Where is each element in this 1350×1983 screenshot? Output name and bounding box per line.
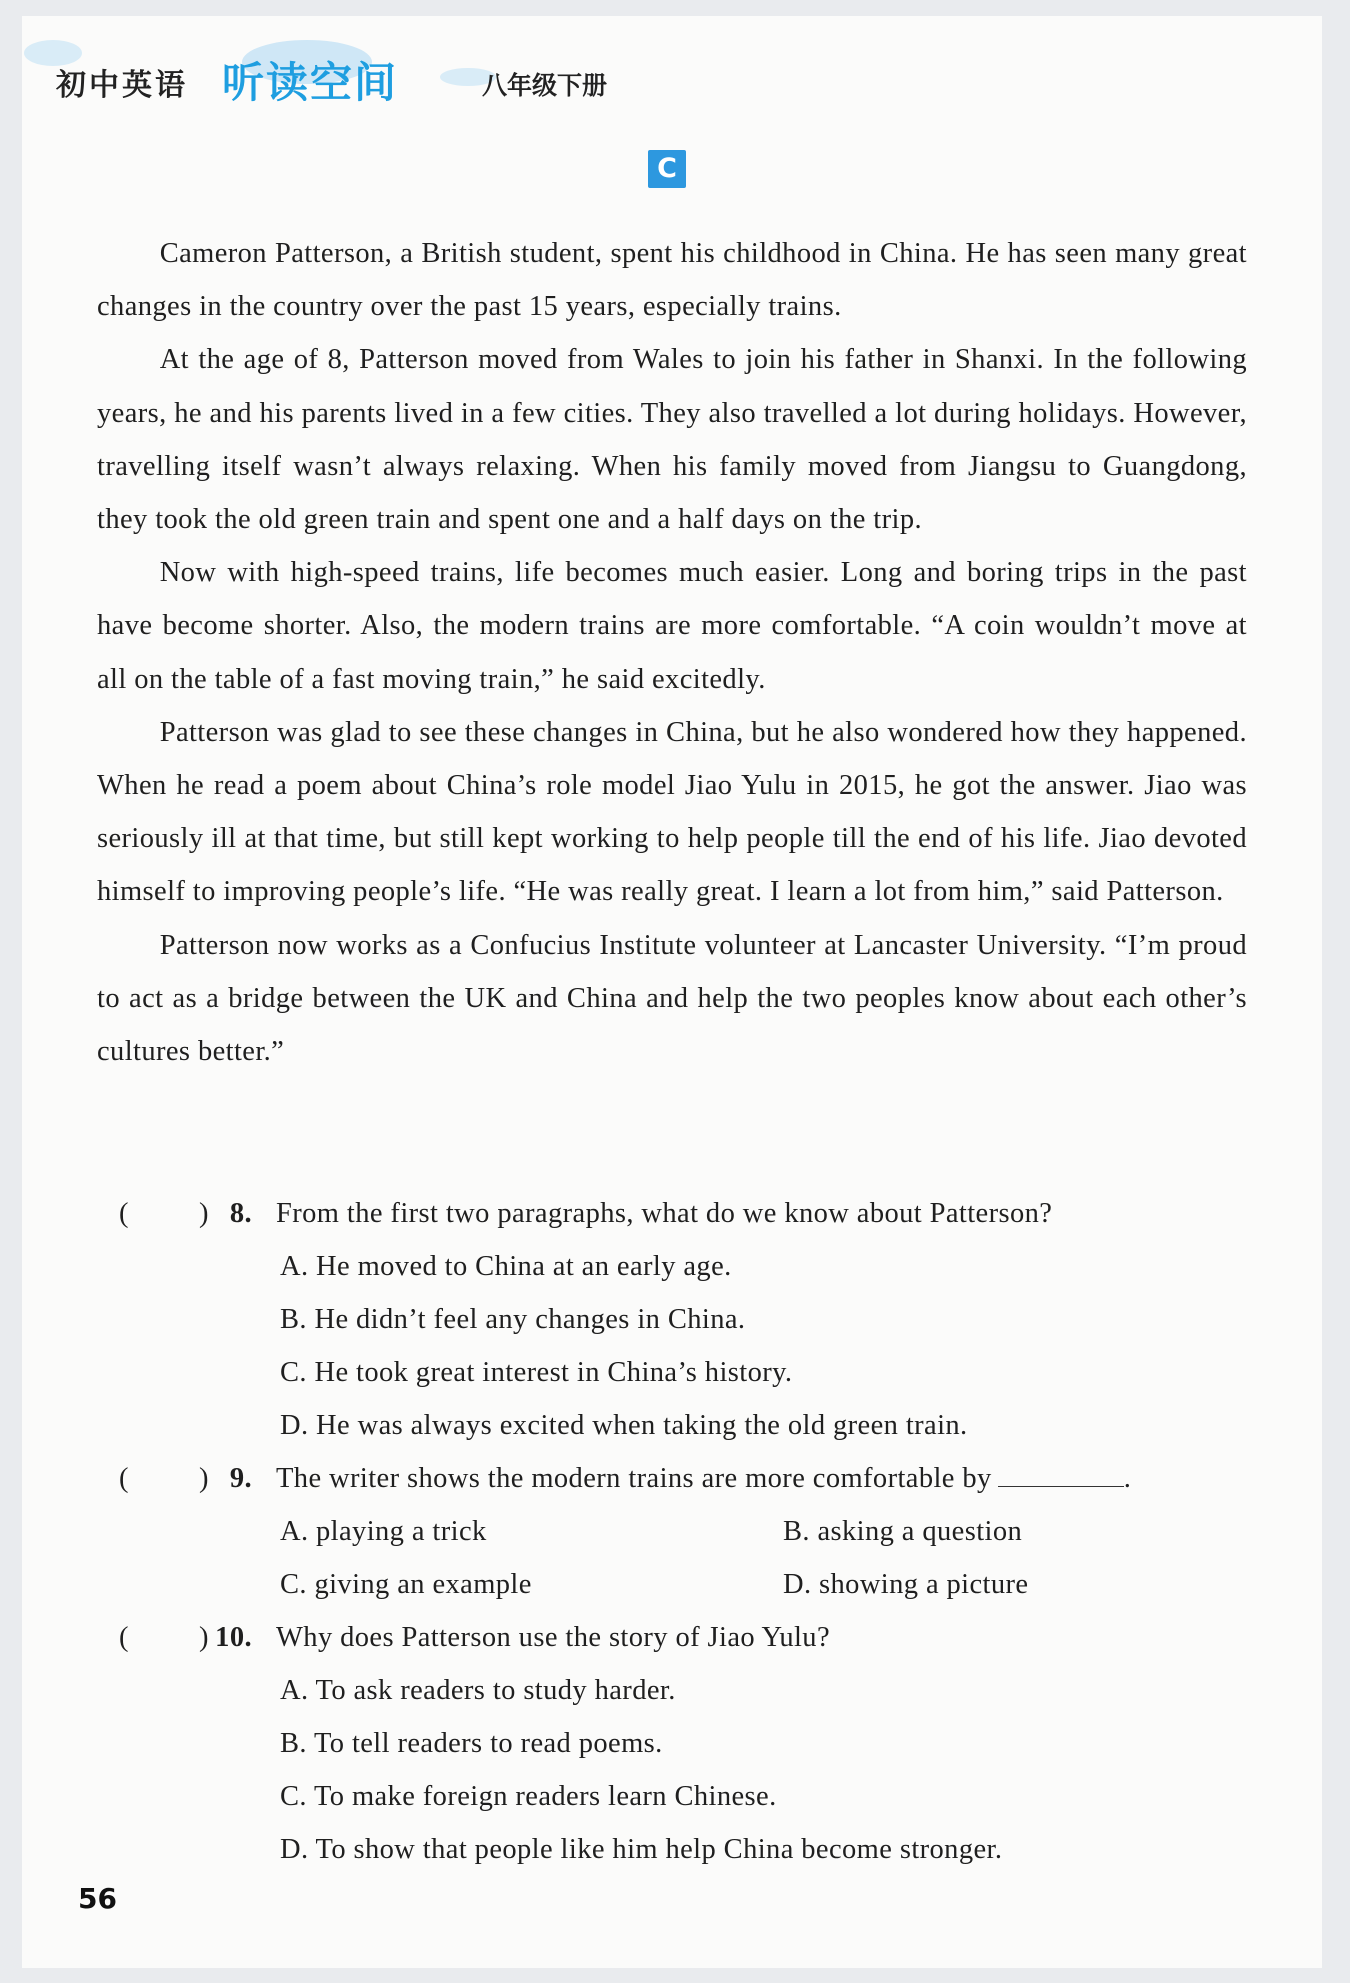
option-c: C. He took great interest in China’s history. — [280, 1357, 793, 1388]
option-b: B. asking a question — [783, 1516, 1023, 1547]
textbook-page — [22, 16, 1322, 1968]
option-d: D. He was always excited when taking the old green train. — [280, 1410, 968, 1441]
question-text: From the first two paragraphs, what do we know about Patterson? — [276, 1198, 1053, 1229]
reading-passage — [97, 227, 1247, 1078]
series-title: 初中英语 — [56, 68, 188, 103]
question-text-end: . — [1123, 1463, 1132, 1494]
question-8-options — [97, 1240, 1247, 1452]
question-number: 8. — [229, 1198, 252, 1229]
question-9-stem — [97, 1452, 1247, 1505]
option-b: B. To tell readers to read poems. — [280, 1728, 663, 1759]
answer-bracket-close: ) — [199, 1622, 209, 1653]
answer-bracket-close: ) — [199, 1198, 209, 1229]
answer-blank — [998, 1460, 1124, 1487]
option-a: A. He moved to China at an early age. — [280, 1251, 732, 1282]
question-8-stem — [97, 1187, 1247, 1240]
option-d: D. showing a picture — [783, 1569, 1029, 1600]
option-c: C. giving an example — [280, 1569, 532, 1600]
answer-bracket-open: ( — [119, 1198, 129, 1229]
option-c: C. To make foreign readers learn Chinese. — [280, 1781, 777, 1812]
option-a: A. To ask readers to study harder. — [280, 1675, 676, 1706]
passage-paragraph: Cameron Patterson, a British student, spent his childhood in China. He has seen many great changes in the country over the past 15 years, especially trains. — [97, 238, 1247, 323]
answer-bracket-close: ) — [199, 1463, 209, 1494]
question-10-options — [97, 1664, 1247, 1876]
brand-logo-text: 听读空间 — [222, 58, 399, 107]
grade-label: 八年级下册 — [482, 71, 608, 100]
question-10-stem — [97, 1611, 1247, 1664]
passage-paragraph: Patterson was glad to see these changes in China, but he also wondered how they happened. When he read a poem about China’s role model Jiao Yulu in 2015, he got the answer. Jiao was seriously ill at that time, but still kept working to help people till the end of his life. Jiao devoted himself to improving people’s life. “He was really great. I learn a lot from him,” said Patterson. — [97, 716, 1247, 908]
section-badge: C — [648, 150, 686, 188]
option-a: A. playing a trick — [280, 1516, 487, 1547]
passage-paragraph: Patterson now works as a Confucius Institute volunteer at Lancaster University. “I’m proud to act as a bridge between the UK and China and help the two peoples know about each other’s cultures better.” — [97, 929, 1247, 1068]
passage-paragraph: At the age of 8, Patterson moved from Wales to join his father in Shanxi. In the following years, he and his parents lived in a few cities. They also travelled a lot during holidays. However, travelling itself wasn’t always relaxing. When his family moved from Jiangsu to Guangdong, they took the old green train and spent one and a half days on the trip. — [97, 344, 1247, 536]
option-d: D. To show that people like him help China become stronger. — [280, 1834, 1003, 1865]
question-number: 9. — [229, 1463, 252, 1494]
question-9-options — [97, 1505, 1247, 1611]
page-number: 56 — [78, 1882, 117, 1915]
question-text: Why does Patterson use the story of Jiao Yulu? — [276, 1622, 830, 1653]
question-list — [97, 1187, 1247, 1876]
option-b: B. He didn’t feel any changes in China. — [280, 1304, 746, 1335]
question-text: The writer shows the modern trains are more comfortable by — [276, 1463, 992, 1494]
question-text-wrap — [276, 1452, 1131, 1505]
question-number: 10. — [215, 1622, 252, 1653]
passage-paragraph: Now with high-speed trains, life becomes much easier. Long and boring trips in the past have become shorter. Also, the modern trains are more comfortable. “A coin wouldn’t move at all on the table of a fast moving train,” he said excitedly. — [97, 557, 1247, 695]
page-header — [22, 16, 1322, 126]
answer-bracket-open: ( — [119, 1622, 129, 1653]
answer-bracket-open: ( — [119, 1463, 129, 1494]
